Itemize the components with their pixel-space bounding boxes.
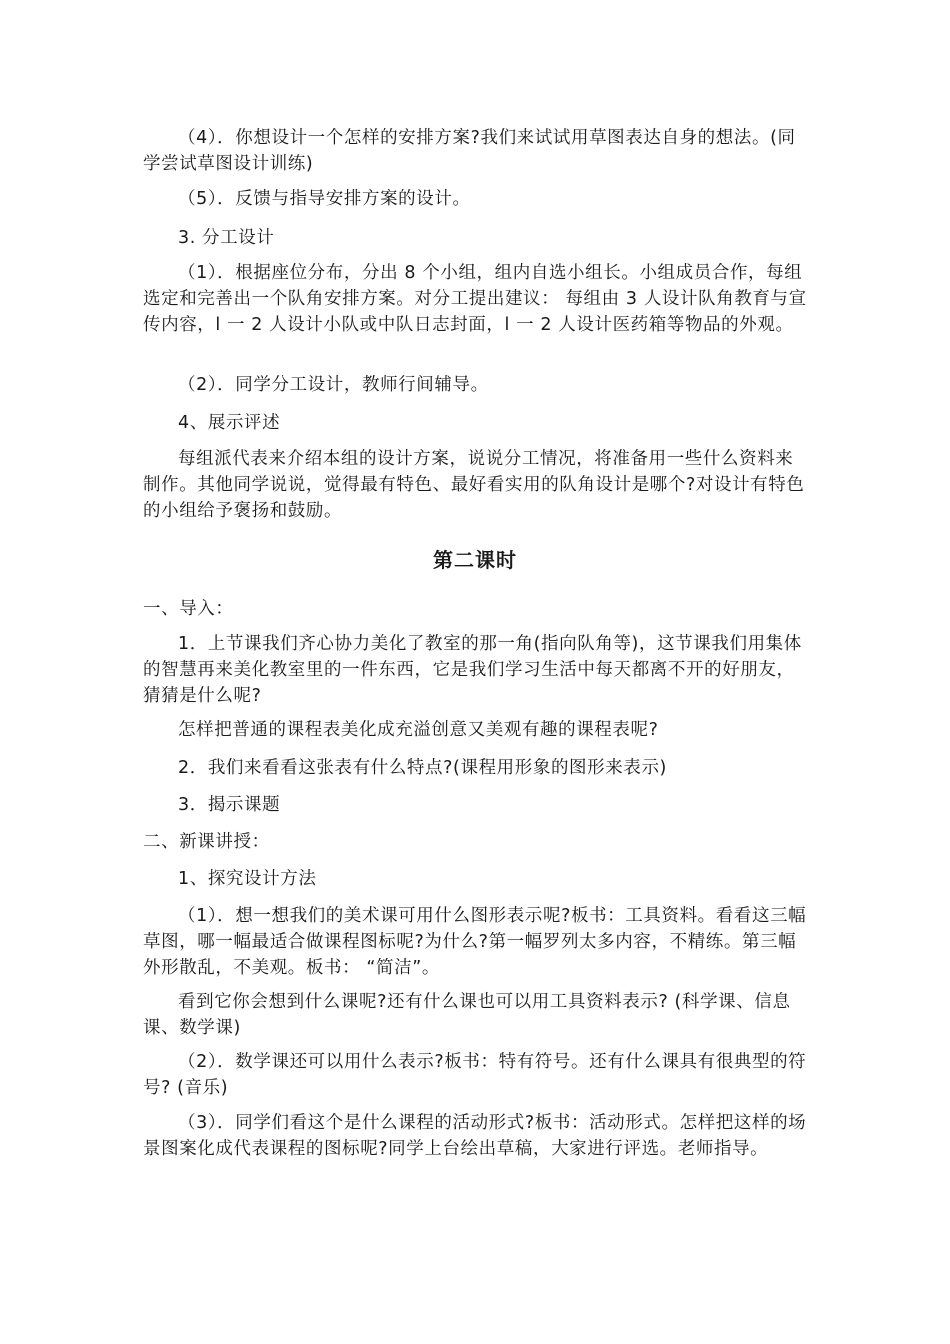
paragraph-intro-1: 1．上节课我们齐心协力美化了教室的那一角(指向队角等)，这节课我们用集体的智慧再来美化教室里的一件东西，它是我们学习生活中每天都离不开的好朋友，猜猜是什么呢? — [143, 634, 802, 706]
paragraph-feedback: （5）．反馈与指导安排方案的设计。 — [178, 189, 471, 209]
paragraph-tool-materials: 看到它你会想到什么课呢?还有什么课也可以用工具资料表示? (科学课、信息课、数学课) — [143, 992, 791, 1038]
paragraph-art-class-icon: （1）．想一想我们的美术课可用什么图形表示呢?板书：工具资料。看看这三幅草图，哪一幅最适合做课程图标呢?为什么?第一幅罗列太多内容，不精练。第三幅外形散乱，不美观。板书： “简洁”。 — [143, 906, 807, 978]
section-heading-introduction: 一、导入： — [143, 599, 234, 619]
paragraph-math-symbols: （2）．数学课还可以用什么表示?板书：特有符号。还有什么课具有很典型的符号? (音乐) — [143, 1052, 807, 1098]
paragraph-intro-question: 怎样把普通的课程表美化成充溢创意又美观有趣的课程表呢? — [178, 720, 659, 740]
subheading-division-design: 3. 分工设计 — [178, 228, 275, 248]
paragraph-activity-form: （3）．同学们看这个是什么课程的活动形式?板书：活动形式。怎样把这样的场景图案化成代表课程的图标呢?同学上台绘出草稿，大家进行评选。老师指导。 — [143, 1113, 807, 1159]
paragraph-grouping: （1）．根据座位分布，分出 8 个小组，组内自选小组长。小组成员合作，每组选定和完善出一个队角安排方案。对分工提出建议： 每组由 3 人设计队角教育与宣传内容，l 一 2 人设计小队或中队日志封面，l 一 2 人设计医药箱等物品的外观。 — [143, 263, 807, 335]
subheading-show-review: 4、展示评述 — [178, 413, 281, 433]
subheading-explore-method: 1、探究设计方法 — [178, 869, 317, 889]
paragraph-intro-3: 3．揭示课题 — [178, 795, 281, 815]
paragraph-plan-design: （4）．你想设计一个怎样的安排方案?我们来试试用草图表达自身的想法。(同学尝试草图设计训练) — [143, 128, 796, 174]
paragraph-intro-2: 2．我们来看看这张表有什么特点?(课程用形象的图形来表示) — [178, 758, 667, 778]
section-heading-new-lesson: 二、新课讲授： — [143, 832, 270, 852]
section-title-second-lesson: 第二课时 — [433, 548, 517, 572]
paragraph-student-design: （2）．同学分工设计，教师行间辅导。 — [178, 375, 489, 395]
paragraph-group-presentation: 每组派代表来介绍本组的设计方案，说说分工情况，将准备用一些什么资料来制作。其他同学说说，觉得最有特色、最好看实用的队角设计是哪个?对设计有特色的小组给予褒扬和鼓励。 — [143, 449, 805, 521]
